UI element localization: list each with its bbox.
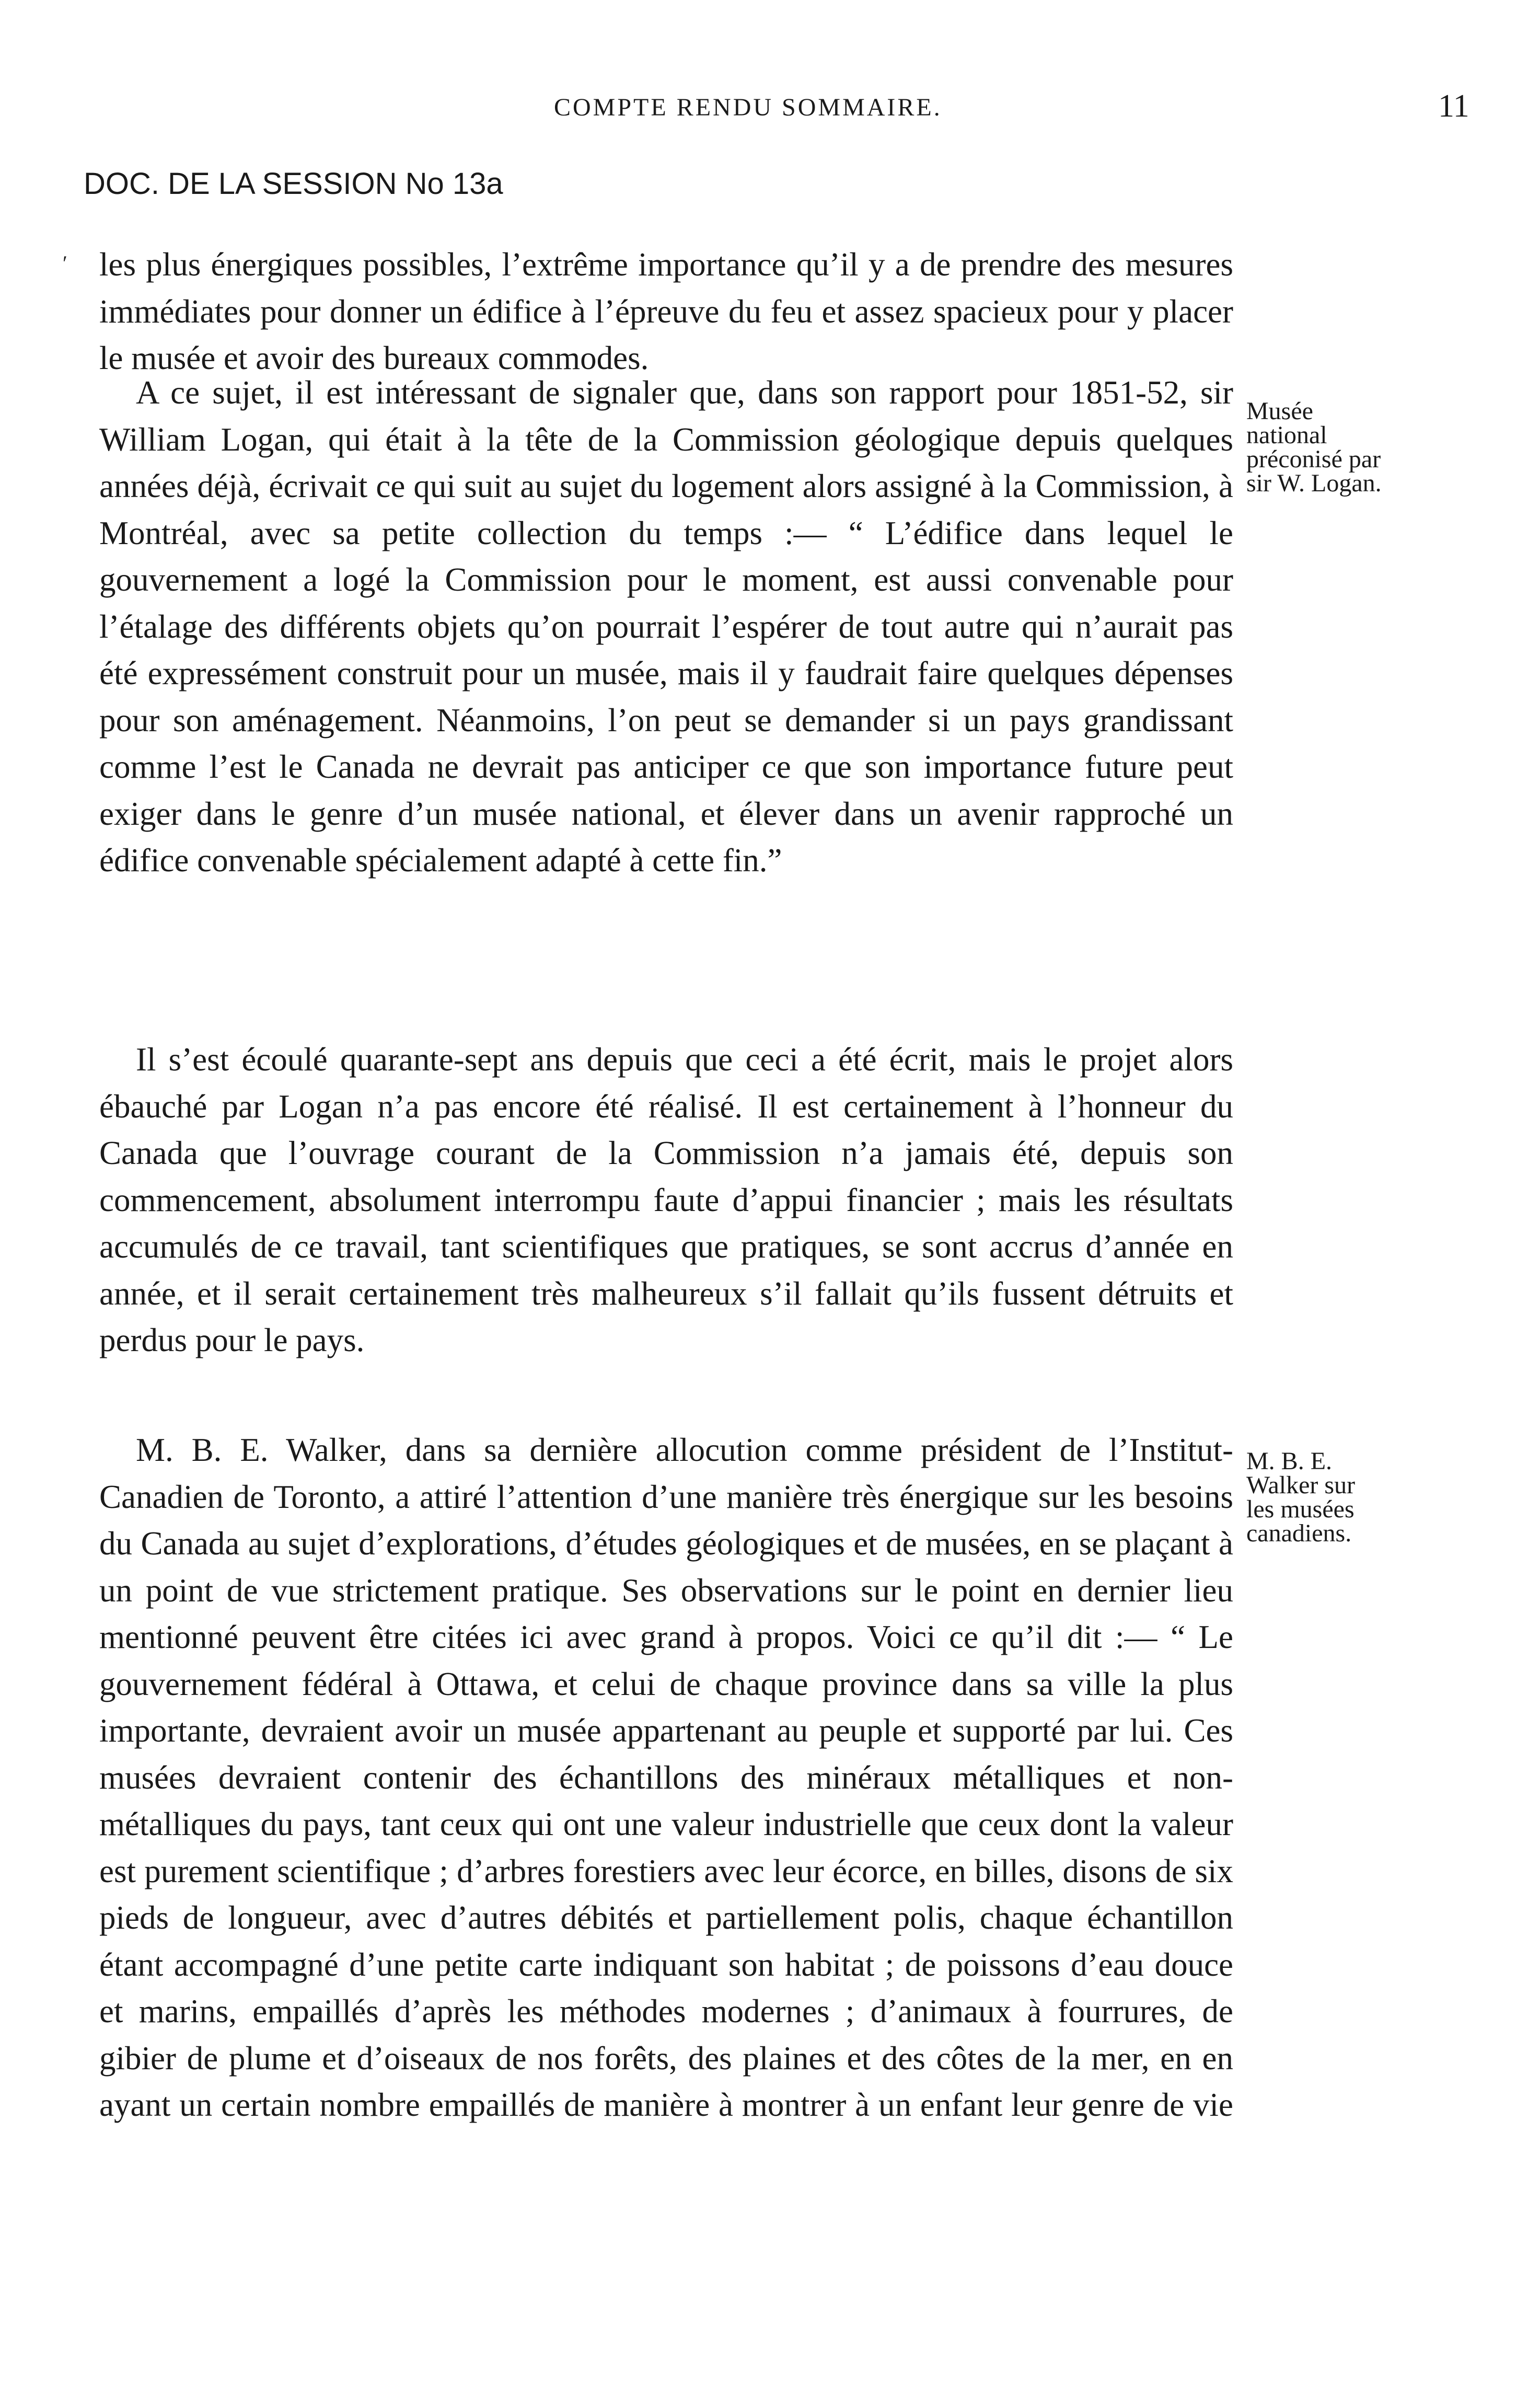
paragraph-4: M. B. E. Walker, dans sa dernière allocution comme président de l’Institut-Canadien de Toronto, a attiré l’attention d’une manière très énergique sur les besoins du Canada au sujet d’explorations, d’études géologiques et de musées, en se plaçant à un point de vue strictement pratique. Ses observations sur le point en dernier lieu mentionné peuvent être citées ici avec grand à propos. Voici ce qu’il dit :— “ Le gouvernement fédéral à Ottawa, et celui de chaque province dans sa ville la plus importante, devraient avoir un musée appartenant au peuple et supporté par lui. Ces musées devraient contenir des échantillons des minéraux métalliques et non-métalliques du pays, tant ceux qui ont une valeur industrielle que ceux dont la valeur est purement scientifique ; d’arbres forestiers avec leur écorce, en billes, disons de six pieds de longueur, avec d’autres débités et partiellement polis, chaque échantillon étant accompagné d’une petite carte indiquant son habitat ; de poissons d’eau douce et marins, empaillés d’après les méthodes modernes ; d’animaux à fourrures, de gibier de plume et d’oiseaux de nos forêts, des plaines et des côtes de la mer, en en ayant un certain nombre empaillés de manière à montrer à un enfant leur genre de vie xyxy=(99,1432,1233,2123)
paragraph-2: A ce sujet, il est intéressant de signaler que, dans son rapport pour 1851-52, sir William Logan, qui était à la tête de la Commission géologique depuis quelques années déjà, écrivait ce qui suit au sujet du logement alors assigné à la Commission, à Montréal, avec sa petite collection du temps :— “ L’édifice dans lequel le gouvernement a logé la Commission pour le moment, est aussi convenable pour l’étalage des différents objets qu’on pourrait l’espérer de tout autre qui n’aurait pas été expressément construit pour un musée, mais il y faudrait faire quelques dépenses pour son aménagement. Néanmoins, l’on peut se demander si un pays grandissant comme l’est le Canada ne devrait pas anticiper ce que son importance future peut exiger dans le genre d’un musée national, et élever dans un avenir rapproché un édifice convenable spécialement adapté à cette fin.” xyxy=(99,374,1233,879)
sidenote-logan: Musée national préconisé par sir W. Logan. xyxy=(1246,397,1382,497)
sidenote-walker: M. B. E. Walker sur les musées canadiens. xyxy=(1246,1447,1356,1547)
running-title: COMPTE RENDU SOMMAIRE. xyxy=(554,94,942,121)
paragraph-1: les plus énergiques possibles, l’extrême importance qu’il y a de prendre des mesures immédiates pour donner un édifice à l’épreuve du feu et assez spacieux pour y placer le musée et avoir des bureaux commodes. xyxy=(99,246,1233,376)
margin-mark: ʹ xyxy=(63,251,67,275)
session-label: DOC. DE LA SESSION No 13a xyxy=(84,167,503,201)
page-number: 11 xyxy=(1438,88,1469,124)
paragraph-3: Il s’est écoulé quarante-sept ans depuis que ceci a été écrit, mais le projet alors ébauché par Logan n’a pas encore été réalisé. Il est certainement à l’honneur du Canada que l’ouvrage courant de la Commission n’a jamais été, depuis son commencement, absolument interrompu faute d’appui financier ; mais les résultats accumulés de ce travail, tant scientifiques que pratiques, se sont accrus d’année en année, et il serait certainement très malheureux s’il fallait qu’ils fussent détruits et perdus pour le pays. xyxy=(99,1041,1233,1358)
